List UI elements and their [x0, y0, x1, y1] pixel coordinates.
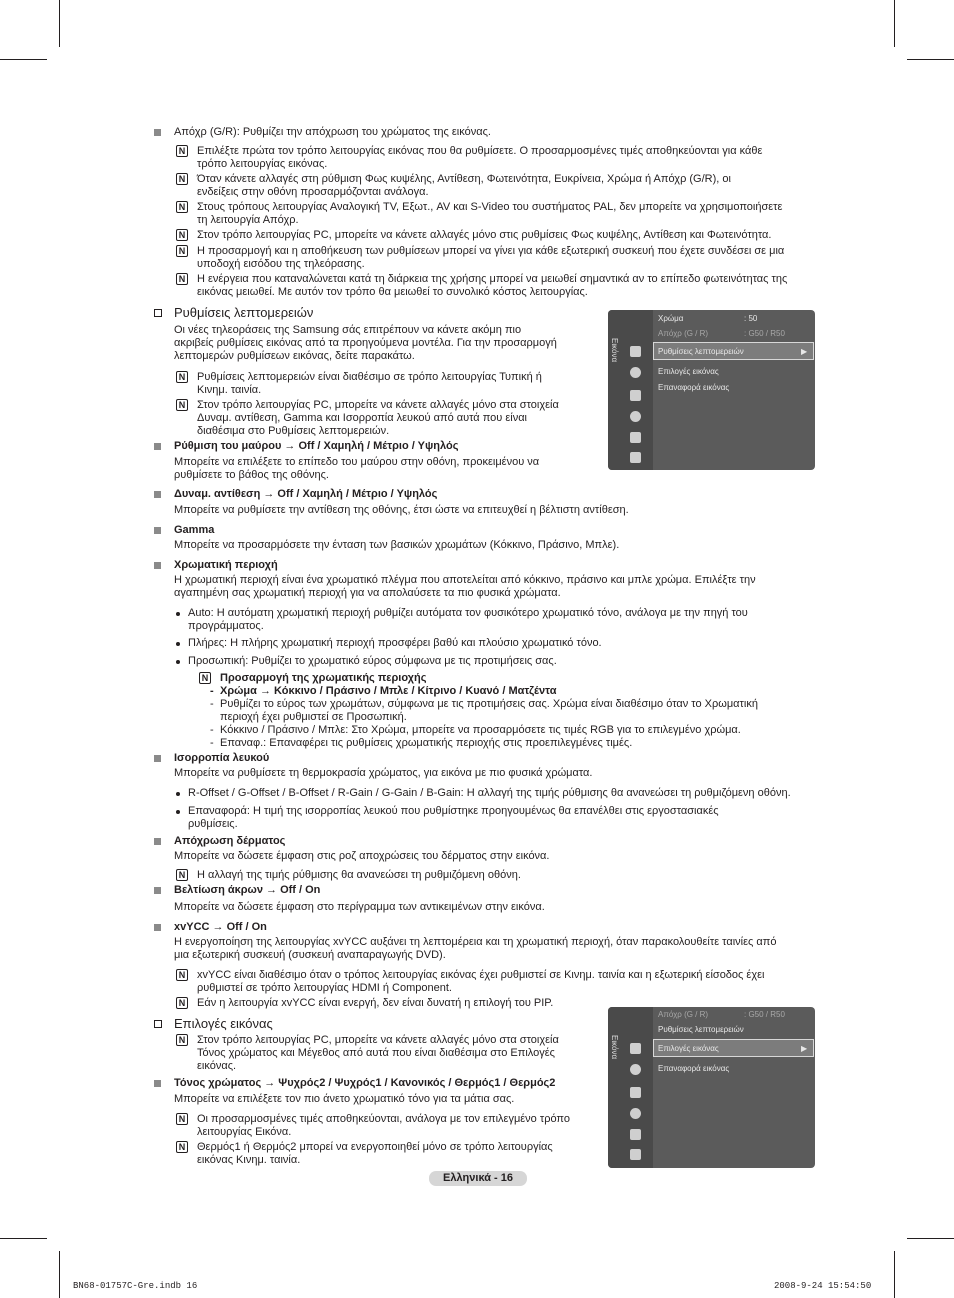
text-line: Χρωματική περιοχή	[174, 559, 278, 571]
crop-mark	[894, 0, 895, 47]
channel-icon	[630, 390, 641, 401]
text-line: μια εξωτερική συσκευή (συσκευή αναπαραγωγής DVD).	[174, 949, 446, 961]
bullet-square	[154, 491, 161, 498]
note-icon: N	[176, 371, 188, 383]
text-line: λεπτομερών ρυθμίσεων εικόνας, δείτε παρακάτω.	[174, 350, 415, 362]
arrow-right-icon: ▶	[801, 347, 808, 356]
text-line: R-Offset / G-Offset / B-Offset / R-Gain / G-Gain / B-Gain: Η αλλαγή της τιμής ρύθμισης θα ανανεώσει τη ρυθμιζόμενη οθόνη.	[188, 787, 791, 799]
text-line: Μπορείτε να ρυθμίσετε την αντίθεση της οθόνης, έτσι ώστε να επιτευχθεί η βέλτιστη αντίθεση.	[174, 504, 629, 516]
text-line: λειτουργίας Εικόνα.	[197, 1126, 292, 1138]
input-icon	[630, 432, 641, 443]
note-icon: N	[199, 672, 211, 684]
text-line: Βελτίωση άκρων → Off / On	[174, 884, 321, 896]
bullet-dot	[176, 810, 180, 814]
text-line: Μπορείτε να ρυθμίσετε τη θερμοκρασία χρώματος, για εικόνα με πιο φυσικά χρώματα.	[174, 767, 593, 779]
application-icon	[630, 1149, 641, 1160]
note-icon: N	[176, 273, 188, 285]
bullet-dot	[176, 642, 180, 646]
text-line: Μπορείτε να δώσετε έμφαση στις ροζ αποχρώσεις του δέρματος στην εικόνα.	[174, 850, 550, 862]
note-icon: N	[176, 245, 188, 257]
text-line: Μπορείτε να επιλέξετε το επίπεδο του μαύρου στην οθόνη, προκειμένου να	[174, 456, 540, 468]
crop-mark	[907, 1238, 954, 1239]
crop-mark	[59, 1251, 60, 1298]
text-line: ρυθμίσετε το βάθος της οθόνης.	[174, 469, 329, 481]
bullet-dot	[176, 792, 180, 796]
text-line: Κόκκινο / Πράσινο / Μπλε: Στο Χρώμα, μπορείτε να προσαρμόσετε τις τιμές RGB για το επιλεγμένο χρώμα.	[220, 724, 741, 736]
bullet-square	[154, 1080, 161, 1087]
channel-icon	[630, 1087, 641, 1098]
note-icon: N	[176, 145, 188, 157]
sound-icon	[630, 367, 641, 378]
bullet-square	[154, 443, 161, 450]
text-line: Ρυθμίσεις λεπτομερειών είναι διαθέσιμο σε τρόπο λειτουργίας Τυπική ή	[197, 371, 542, 383]
text-line: Ρύθμιση του μαύρου → Off / Χαμηλή / Μέτριο / Υψηλός	[174, 440, 459, 452]
text-line: Η ενεργοποίηση της λειτουργίας xvYCC αυξάνει τη λεπτομέρεια και τη χρωματική περιοχή, όταν παρακολουθείτε ταινίες από	[174, 936, 777, 948]
text-line: -	[210, 737, 214, 749]
note-icon: N	[176, 173, 188, 185]
bullet-square	[154, 129, 161, 136]
bullet-square	[154, 838, 161, 845]
osd-item-picture-options[interactable]: Επιλογές εικόνας	[658, 1044, 719, 1053]
text-line: Κινημ. ταινία.	[197, 384, 262, 396]
note-icon: N	[176, 997, 188, 1009]
osd-item-detail-settings[interactable]: Ρυθμίσεις λεπτομερειών	[658, 347, 744, 356]
text-line: διαθέσιμα στο Ρυθμίσεις λεπτομερειών.	[197, 425, 390, 437]
crop-mark	[0, 1238, 47, 1239]
text-line: Τόνος χρώματος → Ψυχρός2 / Ψυχρός1 / Κανονικός / Θερμός1 / Θερμός2	[174, 1077, 556, 1089]
text-line: Προσαρμογή της χρωματικής περιοχής	[220, 672, 427, 684]
bullet-square	[154, 924, 161, 931]
text-line: Στον τρόπο λειτουργίας PC, μπορείτε να κάνετε αλλαγές μόνο στις ρυθμίσεις Φως κυψέλης, Αντίθεση και Φωτεινότητα.	[197, 229, 772, 241]
text-line: Η προσαρμογή και η αποθήκευση των ρυθμίσεων μπορεί να γίνει για κάθε εξωτερική συσκευή που έχετε συνδέσει σε μια	[197, 245, 785, 257]
text-line: Auto: Η αυτόματη χρωματική περιοχή ρυθμίζει αυτόματα τον φυσικότερο χρωματικό τόνο, ανάλογα με την πηγή του	[188, 607, 748, 619]
text-line: ενδείξεις στην οθόνη προσαρμόζονται ανάλογα.	[197, 186, 429, 198]
note-icon: N	[176, 969, 188, 981]
text-line: -	[210, 698, 214, 710]
text-line: Προσωπική: Ρυθμίζει το χρωματικό εύρος σύμφωνα με τις προτιμήσεις σας.	[188, 655, 557, 667]
arrow-right-icon: ▶	[801, 1044, 808, 1053]
text-line: -	[210, 685, 214, 697]
osd-item-value: : G50 / R50	[744, 329, 785, 338]
sound-icon	[630, 1064, 641, 1075]
osd-item-tint[interactable]: Απόχρ (G / R)	[658, 329, 709, 338]
setup-gear-icon	[630, 411, 641, 422]
osd-side-label: Εικόνα	[610, 1035, 619, 1060]
text-line: Στους τρόπους λειτουργίας Αναλογική TV, Εξωτ., AV και S-Video του συστήματος PAL, δεν μπορείτε να χρησιμοποιήσετε	[197, 201, 783, 213]
bullet-square	[154, 527, 161, 534]
text-line: υποδοχή εισόδου της τηλεόρασης.	[197, 258, 365, 270]
osd-item-color[interactable]: Χρώμα	[658, 314, 684, 323]
note-icon: N	[176, 1113, 188, 1125]
text-line: Απόχρ (G/R): Ρυθμίζει την απόχρωση του χρώματος της εικόνας.	[174, 126, 491, 138]
text-line: Πλήρες: Η πλήρης χρωματική περιοχή προσφέρει βαθύ και πλούσιο χρωματικό τόνο.	[188, 637, 602, 649]
text-line: εικόνας μειωθεί. Με αυτόν τον τρόπο θα μειωθεί το συνολικό κόστος λειτουργίας.	[197, 286, 588, 298]
heading-checkbox	[154, 309, 162, 317]
text-line: Χρώμα → Κόκκινο / Πράσινο / Μπλε / Κίτρινο / Κυανό / Ματζέντα	[220, 685, 557, 697]
osd-item-tint[interactable]: Απόχρ (G / R)	[658, 1010, 709, 1019]
osd-item-value: : G50 / R50	[744, 1010, 785, 1019]
bullet-square	[154, 562, 161, 569]
text-line: xvYCC είναι διαθέσιμο όταν ο τρόπος λειτουργίας εικόνας έχει ρυθμιστεί σε Κινημ. ταινία και η εξωτερική είσοδος έχει	[197, 969, 765, 981]
text-line: Θερμός1 ή Θερμός2 μπορεί να ενεργοποιηθεί μόνο σε τρόπο λειτουργίας	[197, 1141, 553, 1153]
picture-icon	[630, 1043, 641, 1054]
note-icon: N	[176, 869, 188, 881]
text-line: Επαναφορά: Η τιμή της ισορροπίας λευκού που ρυθμίστηκε προηγουμένως θα επανέλθει στις εργοστασιακές	[188, 805, 719, 817]
note-icon: N	[176, 1141, 188, 1153]
setup-gear-icon	[630, 1108, 641, 1119]
bullet-square	[154, 887, 161, 894]
text-line: εικόνας Κινημ. ταινία.	[197, 1154, 301, 1166]
osd-menu-options	[608, 1007, 815, 1168]
text-line: εικόνας.	[197, 1060, 237, 1072]
osd-item-picture-reset[interactable]: Επαναφορά εικόνας	[658, 383, 730, 392]
note-icon: N	[176, 229, 188, 241]
text-line: Η ενέργεια που καταναλώνεται κατά τη διάρκεια της χρήσης μπορεί να μειωθεί σημαντικά αν το επίπεδο φωτεινότητας της	[197, 273, 788, 285]
footer-file: BN68-01757C-Gre.indb 16	[73, 1281, 198, 1291]
text-line: Δυναμ. αντίθεση → Off / Χαμηλή / Μέτριο / Υψηλός	[174, 488, 438, 500]
text-line: Δυναμ. αντίθεση, Gamma και Ισορροπία λευκού από αυτά που είναι	[197, 412, 527, 424]
picture-icon	[630, 346, 641, 357]
osd-item-detail-settings[interactable]: Ρυθμίσεις λεπτομερειών	[658, 1025, 744, 1034]
text-line: Η χρωματική περιοχή είναι ένα χρωματικό πλέγμα που αποτελείται από κόκκινο, πράσινο και μπλε χρώμα. Επιλέξτε την	[174, 574, 756, 586]
text-line: τρόπο λειτουργίας εικόνας.	[197, 158, 328, 170]
crop-mark	[907, 59, 954, 60]
text-line: Μπορείτε να επιλέξετε τον πιο άνετο χρωματικό τόνο για τα μάτια σας.	[174, 1093, 515, 1105]
text-line: Επαναφ.: Επαναφέρει τις ρυθμίσεις χρωματικής περιοχής στις προεπιλεγμένες τιμές.	[220, 737, 633, 749]
osd-item-value: : 50	[744, 314, 758, 323]
application-icon	[630, 452, 641, 463]
text-line: Τόνος χρώματος και Μέγεθος από αυτά που είναι διαθέσιμα στο Επιλογές	[197, 1047, 555, 1059]
text-line: περιοχή έχει ρυθμιστεί σε Προσωπική.	[220, 711, 407, 723]
text-line: Ισορροπία λευκού	[174, 752, 270, 764]
text-line: Οι προσαρμοσμένες τιμές αποθηκεύονται, ανάλογα με τον επιλεγμένο τρόπο	[197, 1113, 570, 1125]
text-line: Η αλλαγή της τιμής ρύθμισης θα ανανεώσει τη ρυθμιζόμενη οθόνη.	[197, 869, 521, 881]
heading-checkbox	[154, 1020, 162, 1028]
text-line: Στον τρόπο λειτουργίας PC, μπορείτε να κάνετε αλλαγές μόνο στα στοιχεία	[197, 1034, 559, 1046]
osd-menu-detail	[608, 310, 815, 470]
osd-item-picture-reset[interactable]: Επαναφορά εικόνας	[658, 1064, 730, 1073]
crop-mark	[59, 0, 60, 47]
text-line: Μπορείτε να προσαρμόσετε την ένταση των βασικών χρωμάτων (Κόκκινο, Πράσινο, Μπλε).	[174, 539, 620, 551]
text-line: αγαπημένη σας χρωματική περιοχή για να απολαύσετε τα πιο φυσικά χρώματα.	[174, 587, 561, 599]
footer-date: 2008-9-24 15:54:50	[774, 1281, 872, 1291]
text-line: Ρυθμίζει το εύρος των χρωμάτων, σύμφωνα με τις προτιμήσεις σας. Χρώμα είναι διαθέσιμο όταν το Χρωματική	[220, 698, 758, 710]
text-line: Εάν η λειτουργία xvYCC είναι ενεργή, δεν είναι δυνατή η επιλογή του PIP.	[197, 997, 554, 1009]
text-line: προγράμματος.	[188, 620, 264, 632]
text-line: Gamma	[174, 524, 215, 536]
text-line: ακριβείς ρυθμίσεις εικόνας από τα προηγούμενα μοντέλα. Για την προσαρμογή	[174, 337, 557, 349]
text-line: Απόχρωση δέρματος	[174, 835, 286, 847]
osd-side-label: Εικόνα	[610, 338, 619, 363]
text-line: ρυθμίσεις.	[188, 818, 238, 830]
bullet-dot	[176, 612, 180, 616]
text-line: Επιλέξτε πρώτα τον τρόπο λειτουργίας εικόνας που θα ρυθμίσετε. Ο προσαρμοσμένες τιμές αποθηκεύονται για κάθε	[197, 145, 763, 157]
section-heading: Επιλογές εικόνας	[174, 1016, 273, 1031]
note-icon: N	[176, 1034, 188, 1046]
crop-mark	[0, 59, 47, 60]
bullet-dot	[176, 660, 180, 664]
text-line: Μπορείτε να δώσετε έμφαση στο περίγραμμα των αντικειμένων στην εικόνα.	[174, 901, 545, 913]
text-line: xvYCC → Off / On	[174, 921, 267, 933]
crop-mark	[894, 1251, 895, 1298]
text-line: -	[210, 724, 214, 736]
text-line: Οι νέες τηλεοράσεις της Samsung σάς επιτρέπουν να κάνετε ακόμη πιο	[174, 324, 522, 336]
text-line: ρυθμιστεί σε τρόπο λειτουργίας HDMI ή Component.	[197, 982, 452, 994]
text-line: Στον τρόπο λειτουργίας PC, μπορείτε να κάνετε αλλαγές μόνο στα στοιχεία	[197, 399, 559, 411]
page-number-badge: Ελληνικά - 16	[429, 1171, 527, 1186]
input-icon	[630, 1129, 641, 1140]
note-icon: N	[176, 399, 188, 411]
text-line: Όταν κάνετε αλλαγές στη ρύθμιση Φως κυψέλης, Αντίθεση, Φωτεινότητα, Ευκρίνεια, Χρώμα ή Απόχρ (G/R), οι	[197, 173, 731, 185]
bullet-square	[154, 755, 161, 762]
text-line: τη λειτουργία Απόχρ.	[197, 214, 299, 226]
osd-item-picture-options[interactable]: Επιλογές εικόνας	[658, 367, 719, 376]
note-icon: N	[176, 201, 188, 213]
section-heading: Ρυθμίσεις λεπτομερειών	[174, 305, 314, 320]
